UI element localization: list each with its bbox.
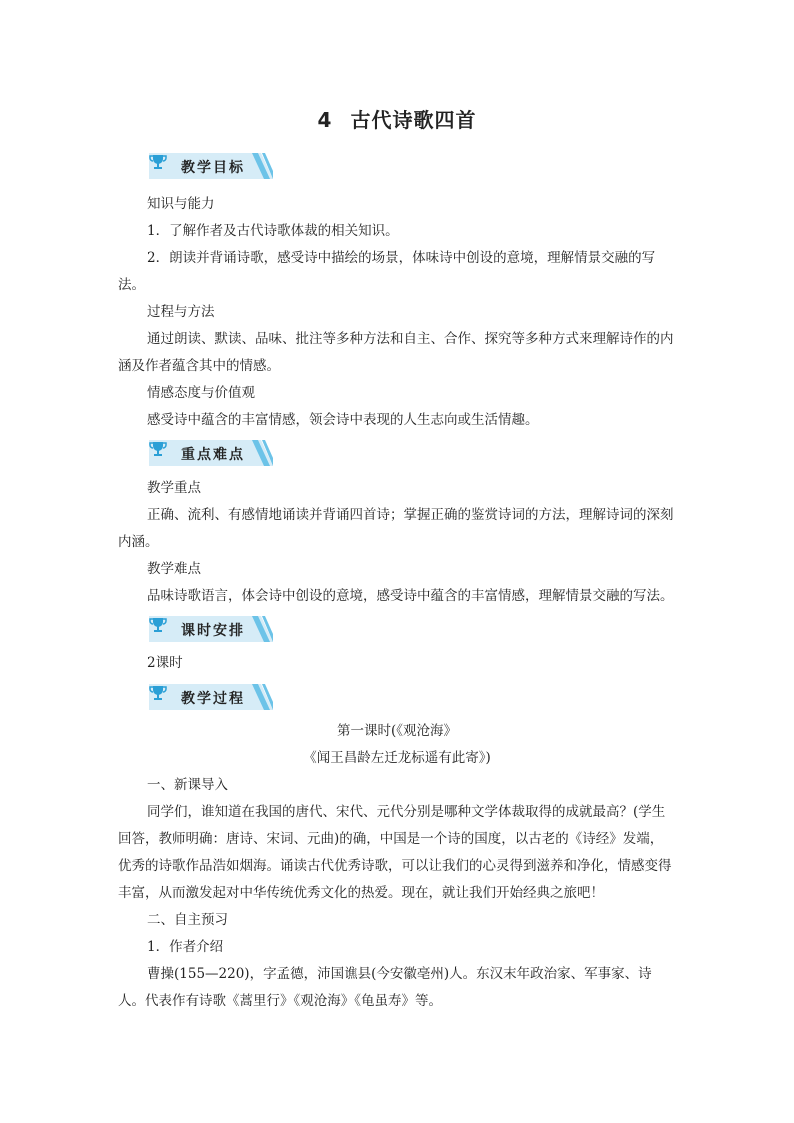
section-banner-schedule <box>149 616 273 642</box>
goals-item-2: 2．朗读并背诵诗歌，感受诗中描绘的场景，体味诗中创设的意境，理解情景交融的写法。 <box>118 250 656 293</box>
process-heading-2: 二、自主预习 <box>147 912 228 928</box>
lesson-subtitle-2: 《闻王昌龄左迁龙标遥有此寄》) <box>303 750 491 766</box>
keypoints-heading-2: 教学难点 <box>147 561 201 577</box>
section-banner-process <box>149 684 273 710</box>
banner-label: 课时安排 <box>181 623 245 639</box>
goals-paragraph-1: 通过朗读、默读、品味、批注等多种方法和自主、合作、探究等多种方式来理解诗作的内涵及作者蕴含其中的情感。 <box>118 331 674 374</box>
goals-item-1: 1．了解作者及古代诗歌体裁的相关知识。 <box>147 223 399 239</box>
banner-label: 教学目标 <box>181 160 245 176</box>
process-heading-1: 一、新课导入 <box>147 777 228 793</box>
goals-paragraph-2: 感受诗中蕴含的丰富情感，领会诗中表现的人生志向或生活情趣。 <box>147 412 539 428</box>
page-title: 4 古代诗歌四首 <box>317 108 477 132</box>
process-paragraph-1: 同学们，谁知道在我国的唐代、宋代、元代分别是哪种文学体裁取得的成就最高？(学生回答，教师明确：唐诗、宋词、元曲)的确，中国是一个诗的国度，以古老的《诗经》发端，优秀的诗歌作品浩如烟海。诵读古代优秀诗歌，可以让我们的心灵得到滋养和净化，情感变得丰富，从而激发起对中华传统优秀文化的热爱。现在，就让我们开始经典之旅吧！ <box>118 804 672 901</box>
trophy-icon <box>149 616 167 634</box>
goals-heading-2: 过程与方法 <box>147 304 215 320</box>
trophy-icon <box>149 684 167 702</box>
section-banner-keypoints <box>149 440 273 466</box>
goals-heading-3: 情感态度与价值观 <box>147 385 255 401</box>
keypoints-heading-1: 教学重点 <box>147 480 201 496</box>
trophy-icon <box>149 153 167 171</box>
banner-label: 重点难点 <box>181 447 245 463</box>
process-paragraph-2: 曹操(155—220)，字孟德，沛国谯县(今安徽亳州)人。东汉末年政治家、军事家、诗人。代表作有诗歌《蒿里行》《观沧海》《龟虽寿》等。 <box>118 966 652 1009</box>
trophy-icon <box>149 440 167 458</box>
goals-heading-1: 知识与能力 <box>147 196 215 212</box>
section-banner-goals <box>149 153 273 179</box>
process-heading-3: 1．作者介绍 <box>147 939 224 955</box>
keypoints-paragraph-1: 正确、流利、有感情地诵读并背诵四首诗；掌握正确的鉴赏诗词的方法，理解诗词的深刻内涵。 <box>118 507 674 550</box>
lesson-subtitle-1: 第一课时(《观沧海》 <box>336 723 458 739</box>
schedule-text: 2课时 <box>147 655 183 671</box>
banner-label: 教学过程 <box>181 691 245 707</box>
keypoints-paragraph-2: 品味诗歌语言，体会诗中创设的意境，感受诗中蕴含的丰富情感，理解情景交融的写法。 <box>147 588 674 604</box>
